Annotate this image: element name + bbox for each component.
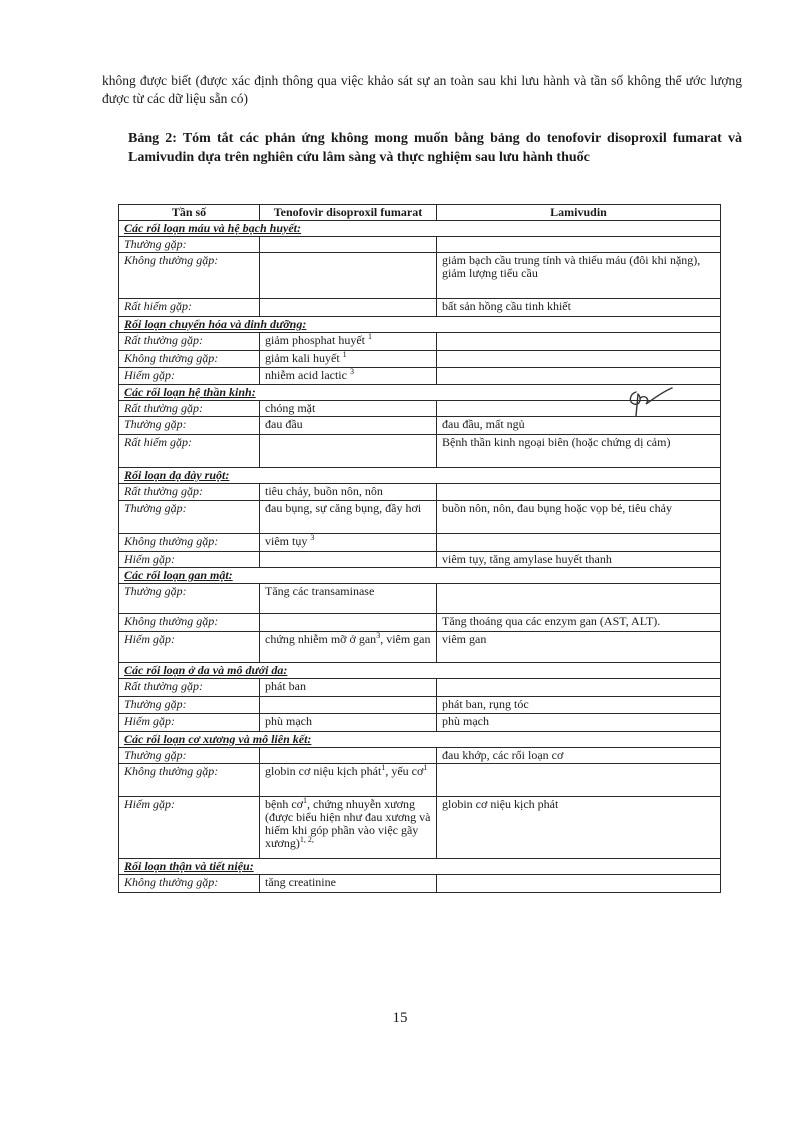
tenofovir-cell <box>260 333 437 351</box>
tenofovir-cell <box>260 534 437 552</box>
lamivudin-cell <box>437 875 721 893</box>
table-header-row <box>119 205 721 221</box>
tenofovir-text: nhiễm acid lactic <box>265 368 347 382</box>
section-header-row <box>119 859 721 875</box>
lamivudin-cell: giảm bạch cầu trung tính và thiếu máu (đôi khi nặng), giảm lượng tiểu cầu <box>437 253 721 299</box>
tenofovir-text: phát ban <box>265 679 306 693</box>
tenofovir-text: chóng mặt <box>265 401 316 415</box>
table-caption: Bảng 2: Tóm tắt các phản ứng không mong muốn bằng bảng do tenofovir disoproxil fumarat và Lamivudin dựa trên nghiên cứu lâm sàng và thực nghiệm sau lưu hành thuốc <box>128 131 742 165</box>
tenofovir-cell <box>260 253 437 299</box>
table-row <box>119 253 721 299</box>
lamivudin-cell <box>437 534 721 552</box>
table-row <box>119 552 721 568</box>
frequency-cell: Không thường gặp: <box>119 534 260 552</box>
lamivudin-cell <box>437 679 721 697</box>
header-lamivudin: Lamivudin <box>437 205 721 221</box>
tenofovir-cell <box>260 401 437 417</box>
tenofovir-cell <box>260 875 437 893</box>
table-row <box>119 714 721 732</box>
lamivudin-cell: globin cơ niệu kịch phát <box>437 797 721 859</box>
table-row <box>119 875 721 893</box>
lamivudin-cell: đau khớp, các rối loạn cơ <box>437 748 721 764</box>
table-row <box>119 797 721 859</box>
section-title: Các rối loạn gan mật: <box>119 568 721 584</box>
table-row <box>119 632 721 663</box>
section-title: Rối loạn dạ dày ruột: <box>119 468 721 484</box>
header-tenofovir: Tenofovir disoproxil fumarat <box>260 205 437 221</box>
section-header-row <box>119 317 721 333</box>
page-number: 15 <box>392 1010 408 1026</box>
frequency-cell: Hiếm gặp: <box>119 368 260 385</box>
lamivudin-cell: bất sản hồng cầu tinh khiết <box>437 299 721 317</box>
tenofovir-text: tiêu chảy, buồn nôn, nôn <box>265 484 383 498</box>
frequency-cell: Thường gặp: <box>119 501 260 534</box>
table-row <box>119 764 721 797</box>
tenofovir-cell <box>260 501 437 534</box>
frequency-cell: Không thường gặp: <box>119 875 260 893</box>
section-header-row <box>119 568 721 584</box>
tenofovir-cell: chứng nhiễm mỡ ở gan$^3$, viêm gan <box>260 632 437 663</box>
adverse-reactions-table <box>118 204 721 893</box>
table-row <box>119 584 721 614</box>
frequency-cell: Thường gặp: <box>119 584 260 614</box>
frequency-cell: Thường gặp: <box>119 748 260 764</box>
frequency-cell: Thường gặp: <box>119 697 260 714</box>
header-frequency: Tần số <box>119 205 260 221</box>
table-row <box>119 748 721 764</box>
table-row <box>119 697 721 714</box>
frequency-cell: Không thường gặp: <box>119 614 260 632</box>
tenofovir-cell <box>260 584 437 614</box>
tenofovir-cell <box>260 714 437 732</box>
table-row <box>119 501 721 534</box>
frequency-cell: Hiếm gặp: <box>119 714 260 732</box>
tenofovir-text: viêm tụy <box>265 534 308 548</box>
frequency-cell: Hiếm gặp: <box>119 552 260 568</box>
table-row <box>119 679 721 697</box>
tenofovir-cell <box>260 748 437 764</box>
tenofovir-cell <box>260 417 437 435</box>
tenofovir-cell <box>260 237 437 253</box>
tenofovir-text: giảm kali huyết <box>265 351 340 365</box>
table-row <box>119 368 721 385</box>
lamivudin-cell <box>437 237 721 253</box>
lamivudin-cell: viêm gan <box>437 632 721 663</box>
section-header-row <box>119 468 721 484</box>
lamivudin-cell: buồn nôn, nôn, đau bụng hoặc vọp bẻ, tiêu chảy <box>437 501 721 534</box>
footnote-ref: 3 <box>349 367 354 376</box>
frequency-cell: Thường gặp: <box>119 417 260 435</box>
tenofovir-text: giảm phosphat huyết <box>265 333 365 347</box>
tenofovir-cell <box>260 368 437 385</box>
tenofovir-cell <box>260 679 437 697</box>
footnote-ref: 3 <box>310 533 315 542</box>
tenofovir-text: tăng creatinine <box>265 875 336 889</box>
lamivudin-cell: Bệnh thần kinh ngoại biên (hoặc chứng dị cảm) <box>437 435 721 468</box>
frequency-cell: Không thường gặp: <box>119 253 260 299</box>
lamivudin-cell: đau đầu, mất ngủ <box>437 417 721 435</box>
lamivudin-cell <box>437 764 721 797</box>
section-title: Các rối loạn cơ xương và mô liên kết: <box>119 732 721 748</box>
tenofovir-cell <box>260 351 437 368</box>
table-body <box>119 221 721 893</box>
tenofovir-cell <box>260 484 437 501</box>
tenofovir-text: phù mạch <box>265 714 312 728</box>
section-header-row <box>119 221 721 237</box>
intro-paragraph: không được biết (được xác định thông qua việc khảo sát sự an toàn sau khi lưu hành và tần số không thể ước lượng được từ các dữ liệu sẵn có) <box>102 73 742 106</box>
footnote-ref: 1 <box>342 350 347 359</box>
table-row <box>119 534 721 552</box>
table-row <box>119 333 721 351</box>
tenofovir-text: đau bụng, sự căng bụng, đầy hơi <box>265 501 422 515</box>
tenofovir-cell <box>260 614 437 632</box>
frequency-cell: Không thường gặp: <box>119 351 260 368</box>
section-header-row <box>119 663 721 679</box>
table-row <box>119 614 721 632</box>
lamivudin-cell: viêm tụy, tăng amylase huyết thanh <box>437 552 721 568</box>
tenofovir-cell <box>260 299 437 317</box>
table-row <box>119 351 721 368</box>
tenofovir-text: đau đầu <box>265 417 303 431</box>
frequency-cell: Thường gặp: <box>119 237 260 253</box>
frequency-cell: Rất thường gặp: <box>119 484 260 501</box>
table-row <box>119 237 721 253</box>
section-title: Các rối loạn ở da và mô dưới da: <box>119 663 721 679</box>
tenofovir-text: Tăng các transaminase <box>265 584 375 598</box>
tenofovir-cell <box>260 435 437 468</box>
section-header-row <box>119 732 721 748</box>
frequency-cell: Rất hiếm gặp: <box>119 435 260 468</box>
lamivudin-cell <box>437 351 721 368</box>
table-row <box>119 484 721 501</box>
tenofovir-cell: globin cơ niệu kịch phát$^1$, yếu $cơ^1$ <box>260 764 437 797</box>
table-row <box>119 299 721 317</box>
lamivudin-cell <box>437 584 721 614</box>
frequency-cell: Hiếm gặp: <box>119 797 260 859</box>
lamivudin-cell <box>437 484 721 501</box>
tenofovir-cell: bệnh $cơ^1$, chứng nhuyễn xương (được biểu hiện như đau xương và hiếm khi góp phần vào việc gãy xương)$^{1, 2,}$ <box>260 797 437 859</box>
frequency-cell: Không thường gặp: <box>119 764 260 797</box>
section-title: Các rối loạn máu và hệ bạch huyết: <box>119 221 721 237</box>
frequency-cell: Rất thường gặp: <box>119 333 260 351</box>
frequency-cell: Rất thường gặp: <box>119 679 260 697</box>
lamivudin-cell: phù mạch <box>437 714 721 732</box>
tenofovir-cell <box>260 697 437 714</box>
section-title: Rối loạn chuyển hóa và dinh dưỡng: <box>119 317 721 333</box>
footnote-ref: 1 <box>367 332 372 341</box>
frequency-cell: Rất thường gặp: <box>119 401 260 417</box>
lamivudin-cell <box>437 333 721 351</box>
table-row <box>119 435 721 468</box>
section-title: Các rối loạn hệ thần kinh: <box>119 385 721 401</box>
tenofovir-cell <box>260 552 437 568</box>
handwritten-initial-mark <box>622 384 682 420</box>
lamivudin-cell <box>437 368 721 385</box>
section-title: Rối loạn thận và tiết niệu: <box>119 859 721 875</box>
lamivudin-cell: phát ban, rụng tóc <box>437 697 721 714</box>
frequency-cell: Hiếm gặp: <box>119 632 260 663</box>
lamivudin-cell: Tăng thoáng qua các enzym gan (AST, ALT). <box>437 614 721 632</box>
frequency-cell: Rất hiếm gặp: <box>119 299 260 317</box>
